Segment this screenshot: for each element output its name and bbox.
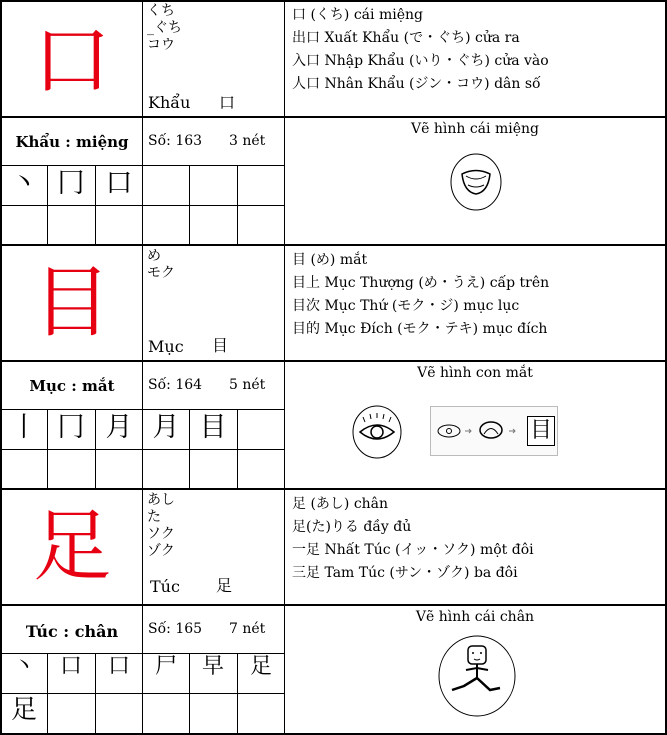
mouth-drawing (448, 152, 504, 212)
stroke-count: 3 nét (229, 133, 266, 149)
meaning-item: 口 (くち) cái miệng (292, 7, 423, 23)
readings (147, 3, 182, 54)
meaning-item: 三足 Tam Túc (サン・ゾク) ba đôi (292, 565, 518, 581)
meaning-item: 足 (あし) chân (292, 496, 389, 512)
stroke-step: 口 (107, 654, 130, 679)
stroke-step: 目 (199, 412, 227, 443)
stroke-step: 月 (105, 412, 133, 443)
reading: くち (147, 3, 175, 19)
stroke-step: 足 (10, 695, 37, 725)
kanji-label: Túc : chân (25, 622, 119, 641)
readings (147, 248, 175, 282)
reading: コウ (147, 37, 175, 53)
reading: ゾク (147, 543, 175, 559)
reading: め (147, 248, 161, 264)
han-viet-reading: Khẩu (148, 93, 191, 112)
stroke-step: 口 (105, 168, 133, 199)
stroke-step: 丨 (10, 412, 38, 443)
han-viet-kanji: 足 (216, 576, 233, 595)
han-viet-kanji: 目 (212, 336, 229, 355)
eye-drawing (350, 402, 404, 460)
meaning-item: 足(た)りる đầy đủ (292, 519, 412, 535)
kanji-number: Số: 165 (148, 621, 203, 637)
draw-title: Vẽ hình con mắt (417, 365, 533, 381)
stroke-count: 7 nét (229, 621, 266, 637)
meaning-item: 目上 Mục Thượng (め・うえ) cấp trên (292, 275, 550, 291)
stroke-step: 早 (201, 654, 224, 679)
stroke-step: 丶 (12, 654, 35, 679)
kanji-character: 足 (32, 502, 111, 592)
eye-evolution (430, 406, 558, 456)
draw-title: Vẽ hình cái miệng (411, 121, 539, 137)
reading: _ぐち (147, 20, 182, 36)
stroke-step: 尸 (154, 654, 177, 679)
evolution-shapes (431, 407, 527, 455)
stroke-count: 5 nét (229, 377, 266, 393)
stroke-step: 口 (59, 654, 82, 679)
reading: た (147, 509, 161, 525)
kanji-number: Số: 164 (148, 377, 203, 393)
reading: ソク (147, 526, 175, 542)
meaning-item: 出口 Xuất Khẩu (で・ぐち) cửa ra (292, 30, 520, 46)
meaning-item: 目次 Mục Thứ (モク・ジ) mục lục (292, 298, 520, 314)
meaning-item: 人口 Nhân Khẩu (ジン・コウ) dân số (292, 76, 541, 92)
stroke-step: 冂 (57, 412, 85, 443)
foot-drawing (436, 634, 518, 718)
draw-title: Vẽ hình cái chân (415, 609, 535, 625)
meaning-item: 目 (め) mắt (292, 252, 368, 268)
reading: あし (147, 492, 175, 508)
kanji-character: 口 (32, 16, 111, 106)
readings (147, 492, 175, 560)
stroke-step: 月 (152, 412, 180, 443)
meaning-item: 目的 Mục Đích (モク・テキ) mục đích (292, 321, 548, 337)
stroke-step: 足 (249, 654, 272, 679)
kanji-number: Số: 163 (148, 133, 203, 149)
meaning-item: 一足 Nhất Túc (イッ・ソク) một đôi (292, 542, 534, 558)
kanji-label: Khẩu : miệng (15, 133, 129, 151)
meaning-item: 入口 Nhập Khẩu (いり・ぐち) cửa vào (292, 53, 549, 69)
kanji-label: Mục : mắt (29, 377, 115, 395)
han-viet-reading: Túc (150, 577, 180, 596)
kanji-character: 目 (32, 258, 111, 348)
han-viet-kanji: 口 (219, 93, 236, 112)
evolution-final-kanji: 目 (527, 416, 555, 446)
stroke-step: 丶 (10, 168, 38, 199)
han-viet-reading: Mục (148, 337, 184, 356)
reading: モク (147, 265, 175, 281)
stroke-step: 冂 (57, 168, 85, 199)
